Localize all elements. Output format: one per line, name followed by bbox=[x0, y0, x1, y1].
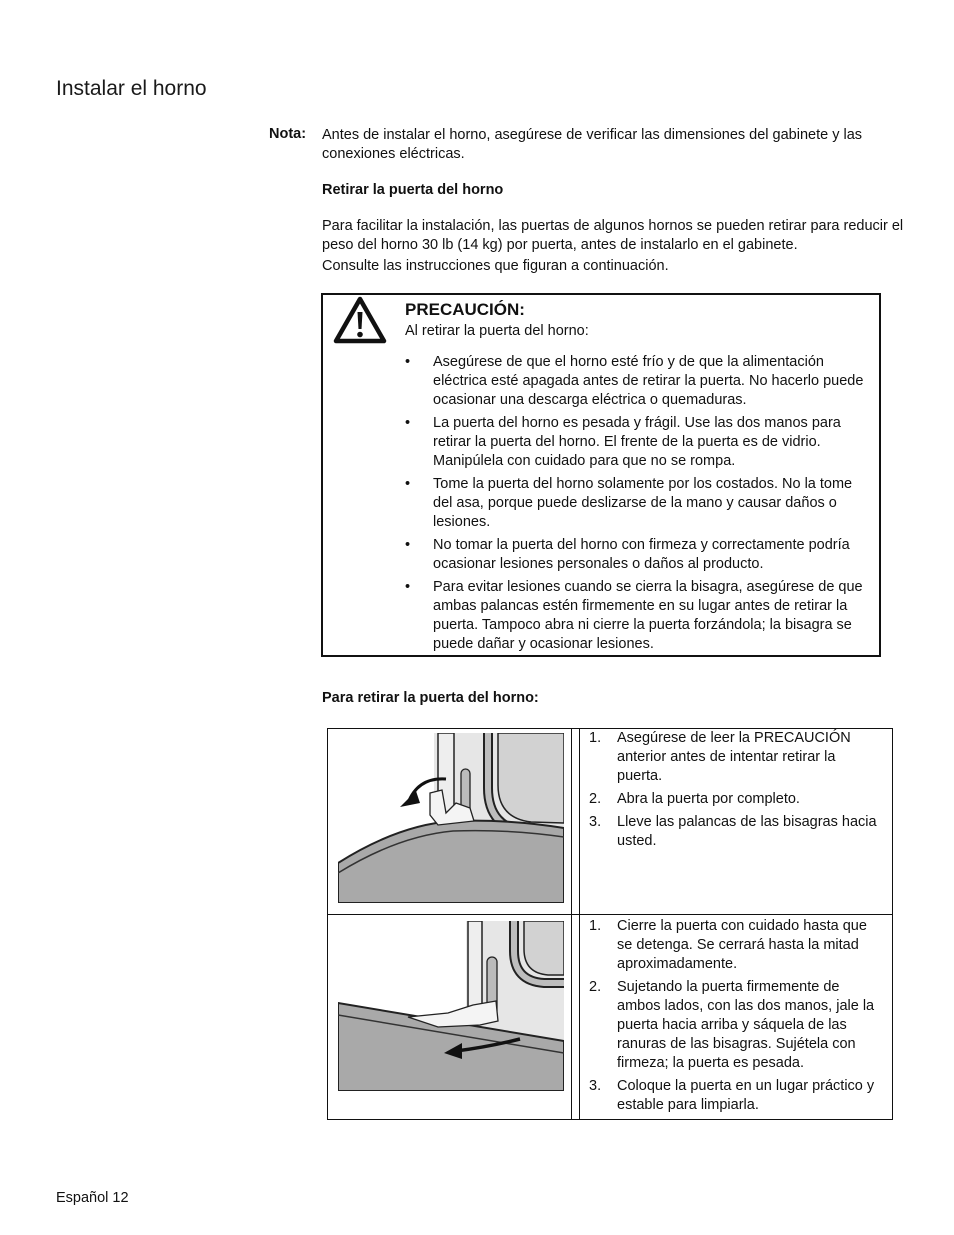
intro-paragraph bbox=[322, 217, 912, 276]
step-number: 3. bbox=[589, 814, 602, 830]
step-text: Cierre la puerta con cuidado hasta que se detenga. Se cerrará hasta la mitad aproximadamente. bbox=[617, 918, 867, 972]
page-footer: Español 12 bbox=[56, 1190, 129, 1206]
caution-title: PRECAUCIÓN: bbox=[405, 300, 525, 319]
caution-item bbox=[405, 414, 875, 471]
steps-row-1 bbox=[589, 729, 881, 855]
door-lift-out-illustration bbox=[338, 921, 564, 1091]
caution-subtitle: Al retirar la puerta del horno: bbox=[405, 323, 589, 339]
step-number: 1. bbox=[589, 730, 602, 746]
step-number: 1. bbox=[589, 918, 602, 934]
bullet: • bbox=[405, 579, 411, 595]
table-column-divider bbox=[571, 728, 572, 1120]
intro-text-2: Consulte las instrucciones que figuran a continuación. bbox=[322, 258, 669, 274]
step-text: Coloque la puerta en un lugar práctico y estable para limpiarla. bbox=[617, 1078, 875, 1113]
table-column-divider bbox=[579, 728, 580, 1120]
caution-item-text: Para evitar lesiones cuando se cierra la bisagra, asegúrese de que ambas palancas estén firmemente en su lugar antes de retirar la puerta. Tampoco abra ni cierre la puerta forzándola; la bisagra se puede dañar y ocasionar lesiones. bbox=[433, 579, 863, 652]
section-heading-remove-door: Retirar la puerta del horno bbox=[322, 182, 504, 198]
bullet: • bbox=[405, 537, 411, 553]
caution-item-text: Asegúrese de que el horno esté frío y de que la alimentación eléctrica esté apagada antes de retirar la puerta. No hacerlo puede ocasionar una descarga eléctrica o quemaduras. bbox=[433, 354, 864, 408]
step-text: Asegúrese de leer la PRECAUCIÓN anterior antes de intentar retirar la puerta. bbox=[617, 730, 851, 784]
step-item bbox=[589, 1077, 881, 1115]
step-text: Abra la puerta por completo. bbox=[617, 791, 800, 807]
caution-item-text: No tomar la puerta del horno con firmeza y correctamente podría ocasionar lesiones personales o daños al producto. bbox=[433, 537, 850, 572]
bullet: • bbox=[405, 354, 411, 370]
step-number: 2. bbox=[589, 979, 602, 995]
bullet: • bbox=[405, 476, 411, 492]
bullet: • bbox=[405, 415, 411, 431]
table-row-divider bbox=[327, 914, 893, 915]
caution-item-text: Tome la puerta del horno solamente por los costados. No la tome del asa, porque puede deslizarse de la mano y causar daños o lesiones. bbox=[433, 476, 853, 530]
page-title: Instalar el horno bbox=[56, 77, 207, 100]
hinge-lever-illustration bbox=[338, 733, 564, 903]
caution-item bbox=[405, 475, 875, 532]
step-text: Lleve las palancas de las bisagras hacia usted. bbox=[617, 814, 877, 849]
step-item bbox=[589, 978, 881, 1073]
warning-triangle-icon bbox=[333, 296, 387, 344]
step-text: Sujetando la puerta firmemente de ambos lados, con las dos manos, jale la puerta hacia arriba y sáquela de las ranuras de las bisagras. Sujétela con firmeza; la puerta es pesada. bbox=[617, 979, 875, 1071]
step-number: 3. bbox=[589, 1078, 602, 1094]
section-heading-procedure: Para retirar la puerta del horno: bbox=[322, 690, 539, 706]
caution-item-text: La puerta del horno es pesada y frágil. Use las dos manos para retirar la puerta del horno. El frente de la puerta es de vidrio. Manipúlela con cuidado para que no se rompa. bbox=[433, 415, 841, 469]
caution-item bbox=[405, 353, 875, 410]
step-item bbox=[589, 813, 881, 851]
caution-list bbox=[405, 353, 875, 658]
caution-item bbox=[405, 578, 875, 654]
nota-label: Nota: bbox=[269, 126, 307, 142]
intro-text-1: Para facilitar la instalación, las puertas de algunos hornos se pueden retirar para reducir el peso del horno 30 lb (14 kg) por puerta, antes de instalarlo en el gabinete. bbox=[322, 218, 904, 253]
caution-item bbox=[405, 536, 875, 574]
step-item bbox=[589, 790, 881, 809]
step-item bbox=[589, 729, 881, 786]
nota-text: Antes de instalar el horno, asegúrese de verificar las dimensiones del gabinete y las conexiones eléctricas. bbox=[322, 127, 863, 162]
step-item bbox=[589, 917, 881, 974]
steps-row-2 bbox=[589, 917, 881, 1119]
step-number: 2. bbox=[589, 791, 602, 807]
